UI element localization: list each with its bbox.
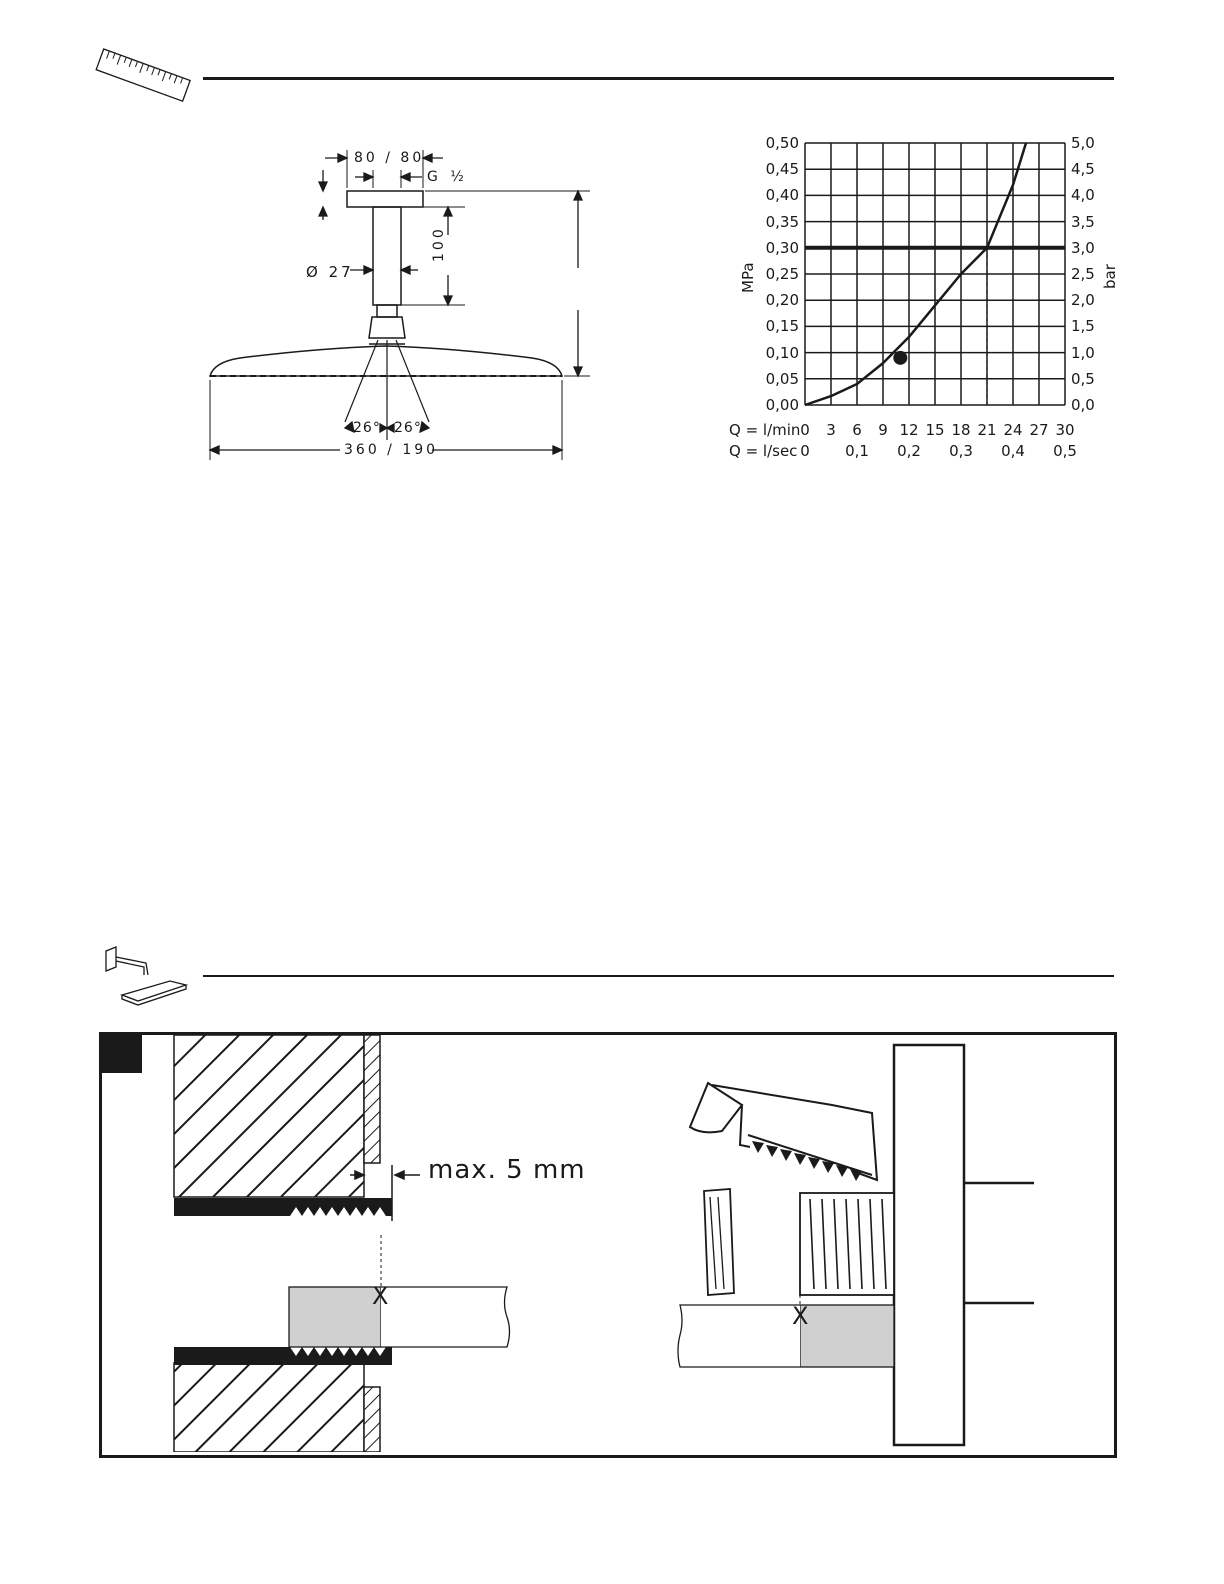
max-gap-label: max. 5 mm bbox=[428, 1155, 586, 1185]
chart-ytick-right-label: 4,0 bbox=[1071, 186, 1095, 205]
chart-xtick-label: 3 bbox=[826, 421, 836, 439]
shower-arm-icon bbox=[98, 945, 190, 1011]
chart-ytick-label: 0,35 bbox=[765, 212, 799, 231]
chart-ytick-label: 0,00 bbox=[765, 396, 799, 414]
section-rule-bottom bbox=[203, 975, 1114, 977]
chart-ylabel: MPa bbox=[739, 262, 757, 293]
dim-thread: G ½ bbox=[427, 169, 468, 185]
install-drawing bbox=[102, 1035, 1111, 1452]
chart-ytick-right-label: 2,5 bbox=[1071, 265, 1095, 283]
chart-x2tick-label: 0 bbox=[800, 442, 810, 460]
dim-angle-right: 26° bbox=[394, 420, 422, 436]
chart-ylabel-right: bar bbox=[1101, 264, 1119, 289]
chart-ytick-label: 0,30 bbox=[765, 238, 799, 257]
dim-pipe-length: 100 bbox=[431, 226, 447, 262]
chart-xtick-label: 12 bbox=[899, 421, 919, 439]
chart-ytick-right-label: 3,5 bbox=[1071, 212, 1095, 231]
chart-marker-point bbox=[893, 351, 907, 365]
chart-ytick-right-label: 0,0 bbox=[1071, 396, 1095, 414]
chart-x2tick-label: 0,4 bbox=[1001, 442, 1025, 460]
chart-ytick-right-label: 3,0 bbox=[1071, 238, 1095, 257]
chart-xtick-label: 21 bbox=[977, 421, 997, 439]
dim-pipe-diameter: Ø 27 bbox=[306, 263, 354, 281]
chart-xtick-label: 27 bbox=[1029, 421, 1049, 439]
chart-xlabel2: Q = l/sec bbox=[729, 442, 798, 460]
chart-ytick-right-label: 1,0 bbox=[1071, 343, 1095, 362]
cut-mark-left: X bbox=[372, 1282, 390, 1310]
dim-angle-left: 26° bbox=[353, 420, 381, 436]
chart-xtick-label: 18 bbox=[951, 421, 971, 439]
chart-ytick-label: 0,20 bbox=[765, 291, 799, 310]
chart-ytick-label: 0,40 bbox=[765, 186, 799, 205]
chart-ytick-right-label: 4,5 bbox=[1071, 160, 1095, 179]
chart-ytick-right-label: 0,5 bbox=[1071, 369, 1095, 388]
chart-xtick-label: 30 bbox=[1055, 421, 1075, 439]
chart-xtick-label: 9 bbox=[878, 421, 888, 439]
chart-ytick-label: 0,50 bbox=[765, 134, 799, 152]
chart-ytick-label: 0,45 bbox=[765, 160, 799, 179]
chart-ytick-label: 0,05 bbox=[765, 369, 799, 388]
chart-ytick-label: 0,10 bbox=[765, 343, 799, 362]
chart-x2tick-label: 0,3 bbox=[949, 442, 973, 460]
cut-mark-right: X bbox=[792, 1302, 810, 1330]
chart-x2tick-label: 0,5 bbox=[1053, 442, 1077, 460]
dim-flange: 80 / 80 bbox=[354, 150, 425, 166]
chart-x2tick-label: 0,2 bbox=[897, 442, 921, 460]
chart-xtick-label: 6 bbox=[852, 421, 862, 439]
chart-ytick-right-label: 5,0 bbox=[1071, 134, 1095, 152]
chart-xlabel: Q = l/min bbox=[729, 421, 801, 439]
chart-xtick-label: 24 bbox=[1003, 421, 1023, 439]
chart-ytick-right-label: 2,0 bbox=[1071, 291, 1095, 310]
chart-x2tick-label: 0,1 bbox=[845, 442, 869, 460]
chart-ytick-right-label: 1,5 bbox=[1071, 317, 1095, 336]
chart-xtick-label: 15 bbox=[925, 421, 945, 439]
chart-ytick-label: 0,15 bbox=[765, 317, 799, 336]
dim-width: 360 / 190 bbox=[344, 442, 439, 458]
chart-xtick-label: 0 bbox=[800, 421, 810, 439]
chart-ytick-label: 0,25 bbox=[765, 265, 799, 283]
flow-chart bbox=[0, 0, 1224, 480]
